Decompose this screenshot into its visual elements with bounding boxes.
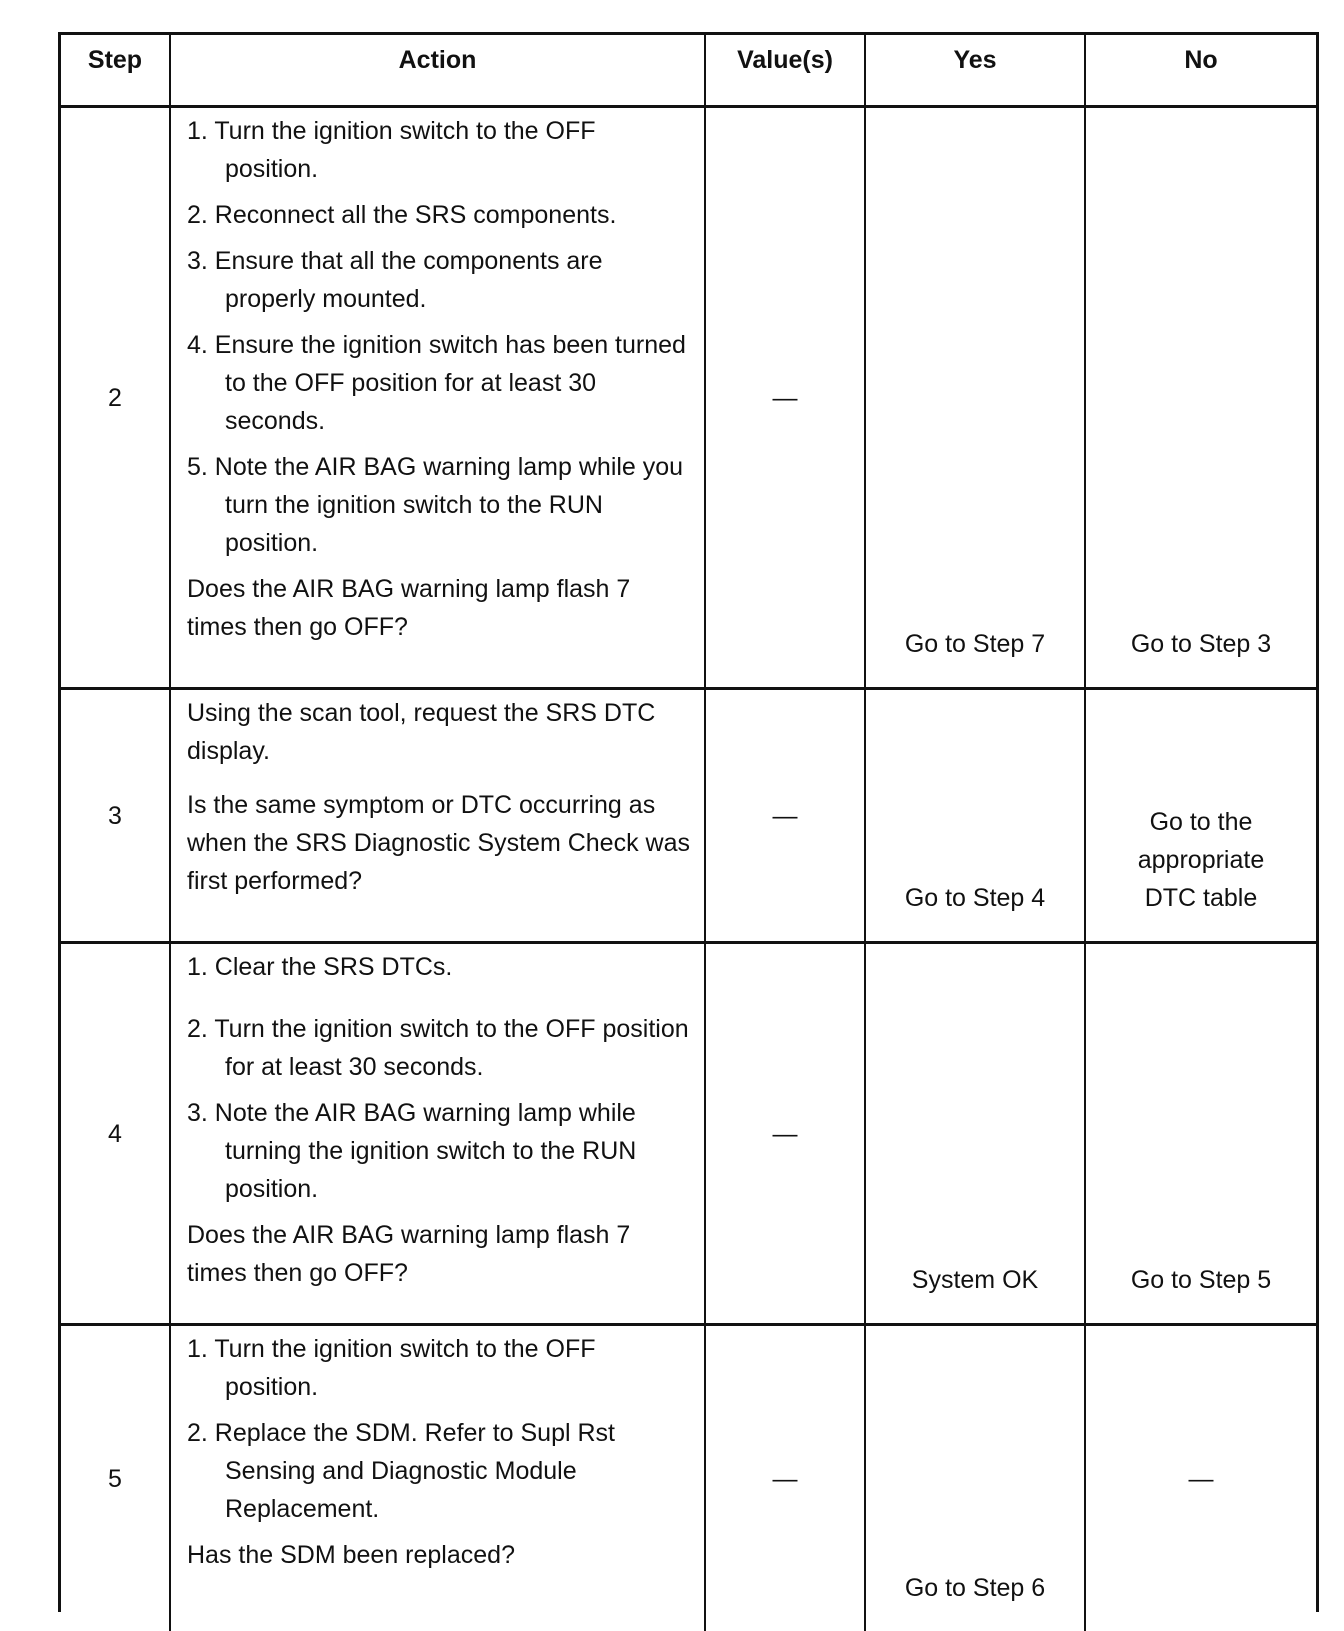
action-cell [171,1326,706,1631]
action-item: 1. Turn the ignition switch to the OFF position. [187,1335,596,1401]
no-cell [1086,944,1316,1323]
value-dash: — [772,801,798,830]
step-number-text: 4 [108,1119,122,1148]
action-item: 2. Turn the ignition switch to the OFF position for at least 30 seconds. [187,1015,689,1081]
table-row [61,1326,1316,1631]
yes-text: Go to Step 7 [904,630,1046,658]
header-row [61,35,1316,108]
no-dash: — [1188,1464,1214,1493]
action-item: 3. Note the AIR BAG warning lamp while turning the ignition switch to the RUN position. [187,1099,637,1203]
table-row [61,690,1316,944]
yes-cell [866,108,1086,687]
action-item: 1. Clear the SRS DTCs. [187,953,453,981]
action-question: Does the AIR BAG warning lamp flash 7 times then go OFF? [187,1221,631,1287]
yes-text: System OK [911,1266,1039,1294]
header-no: No [1184,46,1218,74]
no-cell [1086,690,1316,941]
table-row [61,108,1316,690]
no-text: Go to Step 5 [1130,1266,1272,1294]
header-yes: Yes [866,35,1086,105]
action-question: Does the AIR BAG warning lamp flash 7 times then go OFF? [187,575,631,641]
action-item: 2. Reconnect all the SRS components. [187,201,617,229]
no-cell [1086,1326,1316,1631]
step-number [61,108,171,687]
step-number [61,690,171,941]
step-number [61,1326,171,1631]
no-text: Go to Step 3 [1130,630,1272,658]
action-question: Is the same symptom or DTC occurring as when the SRS Diagnostic System Check was first performed? [187,791,690,895]
action-cell [171,108,706,687]
value-dash: — [772,383,798,412]
yes-cell [866,944,1086,1323]
action-cell [171,690,706,941]
step-number-text: 3 [108,801,122,830]
header-action: Action [171,35,706,105]
header-values: Value(s) [706,35,866,105]
action-cell [171,944,706,1323]
step-number-text: 2 [108,383,122,412]
no-text: Go to the appropriate DTC table [1137,808,1265,912]
step-number-text: 5 [108,1464,122,1493]
action-text: Using the scan tool, request the SRS DTC display. [187,699,656,765]
action-item: 3. Ensure that all the components are properly mounted. [187,247,603,313]
step-number [61,944,171,1323]
table-row [61,944,1316,1326]
action-item: 4. Ensure the ignition switch has been turned to the OFF position for at least 30 seconds. [187,331,686,435]
header-step: Step [61,35,171,105]
action-item: 2. Replace the SDM. Refer to Supl Rst Sensing and Diagnostic Module Replacement. [187,1419,615,1523]
no-cell [1086,108,1316,687]
diagnostic-table [58,32,1319,1612]
value-cell [706,944,866,1323]
yes-text: Go to Step 6 [904,1574,1046,1602]
yes-text: Go to Step 4 [904,884,1046,912]
yes-cell [866,690,1086,941]
value-dash: — [772,1464,798,1493]
value-cell [706,1326,866,1631]
action-item: 5. Note the AIR BAG warning lamp while you turn the ignition switch to the RUN position. [187,453,684,557]
value-cell [706,108,866,687]
value-cell [706,690,866,941]
yes-cell [866,1326,1086,1631]
action-question: Has the SDM been replaced? [187,1541,515,1569]
value-dash: — [772,1119,798,1148]
action-item: 1. Turn the ignition switch to the OFF position. [187,117,596,183]
